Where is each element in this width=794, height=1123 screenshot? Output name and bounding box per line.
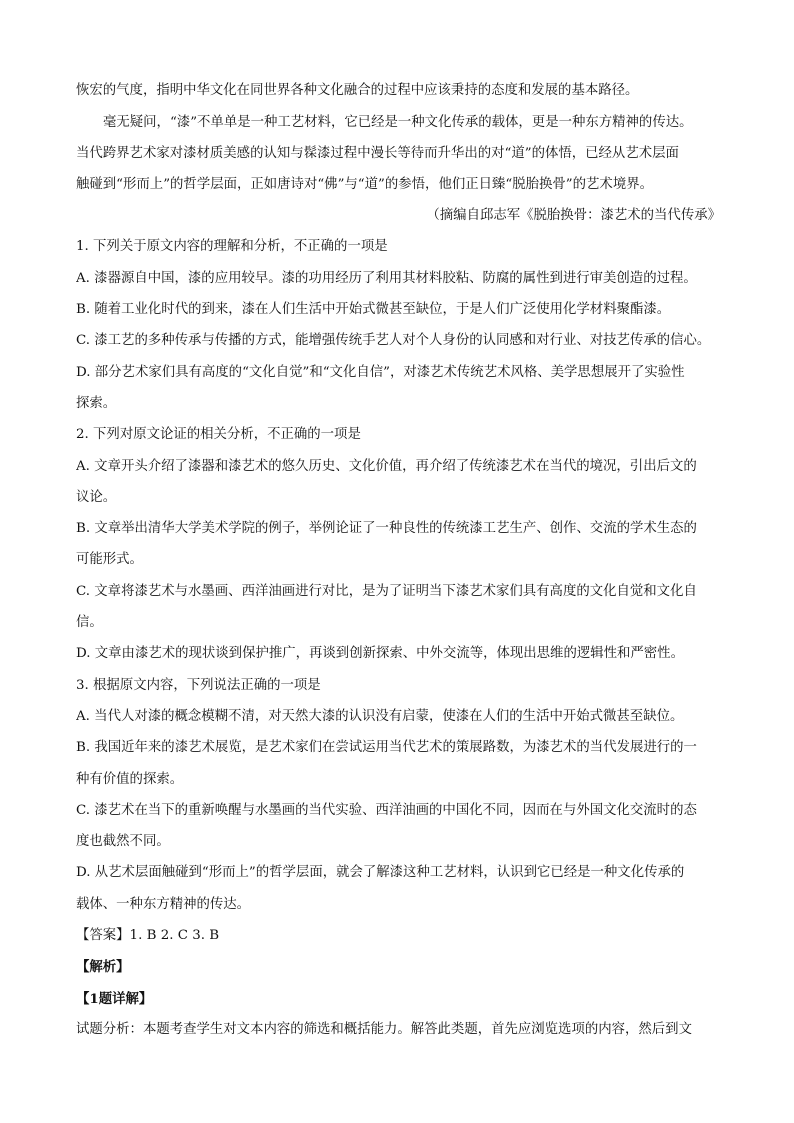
question-2-option-a: A. 文章开头介绍了漆器和漆艺术的悠久历史、文化价值，再介绍了传统漆艺术在当代的境况，引出后文的	[76, 459, 697, 474]
paragraph-line: 毫无疑问，“漆”不单单是一种工艺材料，它已经是一种文化传承的载体，更是一种东方精神的传达。	[103, 115, 693, 130]
explanation-text: 试题分析：本题考查学生对文本内容的筛选和概括能力。解答此类题，首先应浏览选项的内容，然后到文	[76, 1022, 692, 1037]
question-2-option-c: C. 文章将漆艺术与水墨画、西洋油画进行对比，是为了证明当下漆艺术家们具有高度的文化自觉和文化自	[76, 584, 697, 599]
question-1-option-d: D. 部分艺术家们具有高度的“文化自觉”和“文化自信”，对漆艺术传统艺术风格、美学思想展开了实验性	[76, 365, 685, 380]
question-3-option-d: D. 从艺术层面触碰到“形而上”的哲学层面，就会了解漆这种工艺材料，认识到它已经是一种文化传承的	[76, 865, 685, 880]
question-2-option-a-cont: 议论。	[76, 490, 117, 505]
question-2-option-b-cont: 可能形式。	[76, 552, 143, 567]
question-1-stem: 1. 下列关于原文内容的理解和分析，不正确的一项是	[76, 239, 388, 254]
question-3-option-a: A. 当代人对漆的概念模糊不清，对天然大漆的认识没有启蒙，使漆在人们的生活中开始式微甚至缺位。	[76, 709, 684, 724]
question-2-option-b: B. 文章举出清华大学美术学院的例子，举例论证了一种良性的传统漆工艺生产、创作、交流的学术生态的	[76, 521, 697, 536]
question-2-option-c-cont: 信。	[76, 615, 103, 630]
question-1-option-a: A. 漆器源自中国，漆的应用较早。漆的功用经历了利用其材料胶粘、防腐的属性到进行审美创造的过程。	[76, 271, 697, 286]
question-3-option-b: B. 我国近年来的漆艺术展览，是艺术家们在尝试运用当代艺术的策展路数，为漆艺术的当代发展进行的一	[76, 740, 697, 755]
question-3-option-c-cont: 度也截然不同。	[76, 834, 170, 849]
question-3-stem: 3. 根据原文内容，下列说法正确的一项是	[76, 678, 321, 693]
question-3-option-c: C. 漆艺术在当下的重新唤醒与水墨画的当代实验、西洋油画的中国化不同，因而在与外国文化交流时的态	[76, 803, 697, 818]
question-1-option-b: B. 随着工业化时代的到来，漆在人们生活中开始式微甚至缺位，于是人们广泛使用化学材料聚酯漆。	[76, 302, 671, 317]
paragraph-line: 当代跨界艺术家对漆材质美感的认知与髹漆过程中漫长等待而升华出的对“道”的体悟，已经从艺术层面	[76, 146, 679, 161]
paragraph-line: 恢宏的气度，指明中华文化在同世界各种文化融合的过程中应该秉持的态度和发展的基本路径。	[76, 83, 639, 98]
question-2-option-d: D. 文章由漆艺术的现状谈到保护推广，再谈到创新探索、中外交流等，体现出思维的逻辑性和严密性。	[76, 646, 684, 661]
question-3-option-b-cont: 种有价值的探索。	[76, 772, 184, 787]
source-citation: （摘编自邱志军《脱胎换骨：漆艺术的当代传承》	[426, 208, 721, 223]
analysis-heading: 【解析】	[76, 959, 130, 975]
question-1-option-d-cont: 探索。	[76, 396, 117, 411]
question-3-option-d-cont: 载体、一种东方精神的传达。	[76, 897, 251, 912]
question-1-option-c: C. 漆工艺的多种传承与传播的方式，能增强传统手艺人对个人身份的认同感和对行业、对技艺传承的信心。	[76, 333, 711, 348]
answer-line: 【答案】1. B 2. C 3. B	[76, 928, 220, 943]
question-2-stem: 2. 下列对原文论证的相关分析，不正确的一项是	[76, 427, 361, 442]
question-1-explanation-heading: 【1题详解】	[76, 991, 153, 1007]
paragraph-line: 触碰到“形而上”的哲学层面，正如唐诗对“佛”与“道”的参悟，他们正日臻“脱胎换骨”的艺术境界。	[76, 177, 653, 192]
